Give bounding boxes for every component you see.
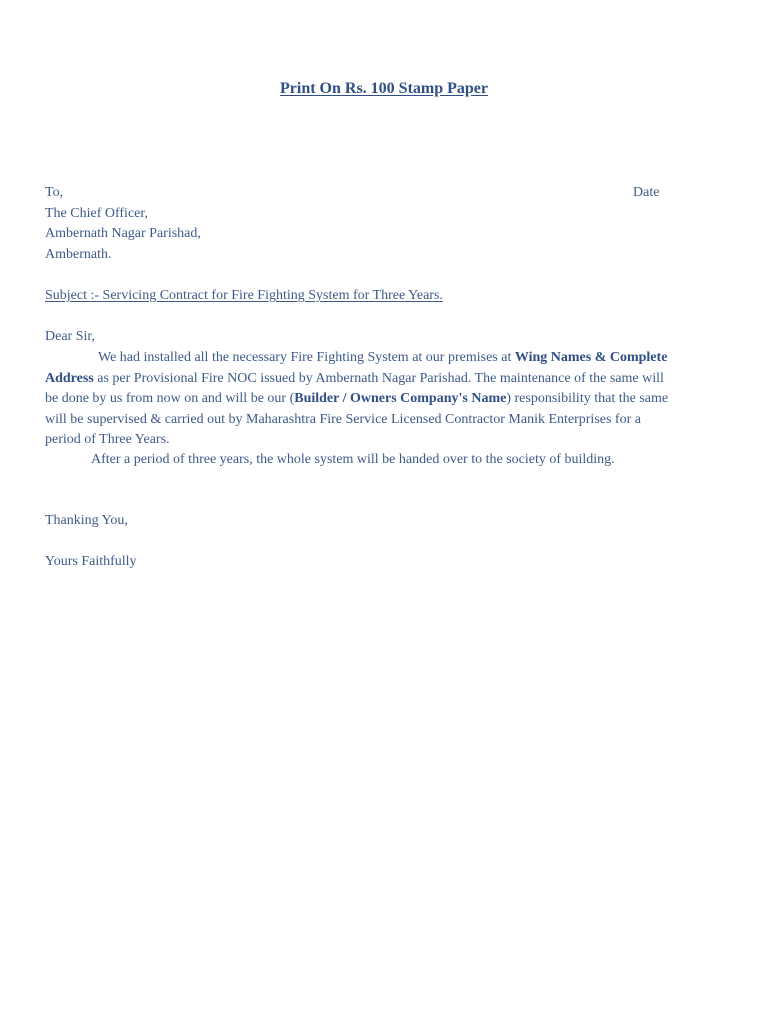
recipient-address — [45, 183, 725, 265]
address-line-2: Ambernath Nagar Parishad, — [45, 226, 201, 241]
date-label: Date — [633, 185, 660, 200]
paragraph-line-5: period of Three Years. — [45, 432, 170, 447]
subject-line: Subject :- Servicing Contract for Fire Fighting System for Three Years. — [45, 288, 443, 303]
paragraph-line-3 — [45, 389, 720, 410]
document-title: Print On Rs. 100 Stamp Paper — [280, 80, 488, 97]
paragraph-line-4: will be supervised & carried out by Maharashtra Fire Service Licensed Contractor Manik Enterprises for a — [45, 411, 641, 427]
bold-segment: Address — [45, 370, 94, 386]
paragraph-line-1 — [45, 348, 720, 369]
body-paragraph-2: After a period of three years, the whole system will be handed over to the society of building. — [91, 452, 615, 467]
paragraph-line-2 — [45, 369, 720, 390]
body-paragraph-1 — [45, 348, 720, 451]
thanks-line: Thanking You, — [45, 513, 128, 528]
address-line-1: The Chief Officer, — [45, 205, 148, 221]
text-segment: ) responsibility that the same — [506, 391, 669, 406]
text-segment: We had installed all the necessary Fire Fighting System at our premises at — [98, 350, 515, 365]
text-segment: as per Provisional Fire NOC issued by Ambernath Nagar Parishad. The maintenance of the same will — [93, 370, 664, 386]
closing-line: Yours Faithfully — [45, 554, 137, 569]
salutation: Dear Sir, — [45, 329, 95, 344]
text-segment: be done by us from now on and will be our ( — [45, 391, 295, 406]
bold-segment: Wing Names & Complete — [514, 350, 668, 365]
address-to: To, — [45, 185, 64, 200]
bold-segment: Builder / Owners Company's Name — [294, 391, 507, 406]
address-line-3: Ambernath. — [45, 246, 112, 262]
